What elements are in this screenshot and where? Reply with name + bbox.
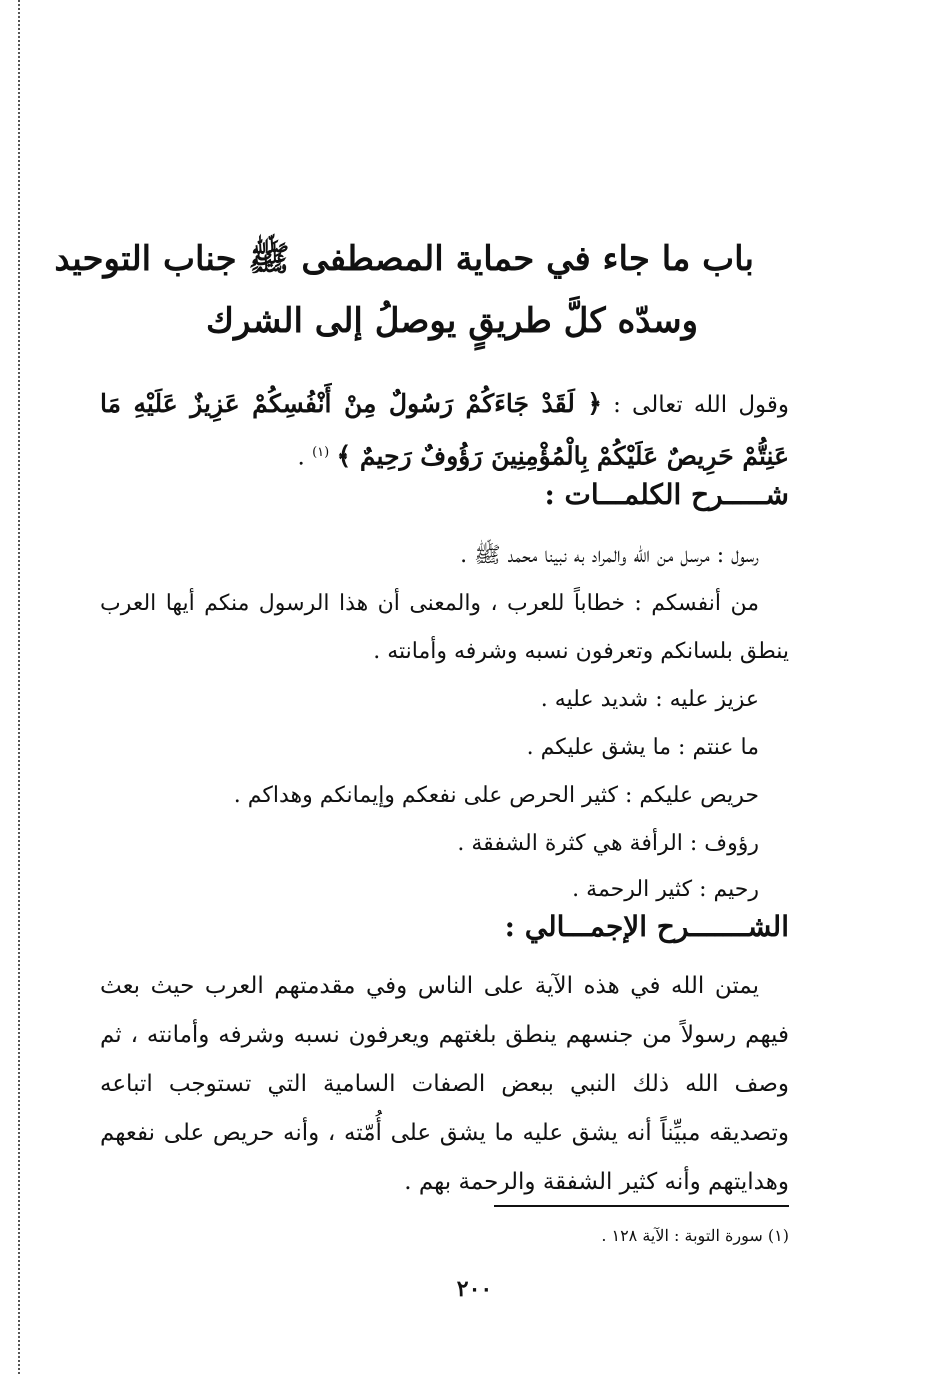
page-number: ٢٠٠ xyxy=(456,1276,493,1302)
verse-intro: وقول الله تعالى : xyxy=(613,392,790,418)
footnote-text: (١) سورة التوبة : الآية ١٢٨ . xyxy=(601,1226,789,1245)
chapter-title-line-2: وسدّه كلَّ طريقٍ يوصلُ إلى الشرك xyxy=(205,301,699,341)
glossary-item-ma-anittum: ما عنتم : ما يشق عليكم . xyxy=(526,735,759,760)
glossary-item-azeez: عزيز عليه : شديد عليه . xyxy=(540,687,759,712)
quran-verse-text: ﴿ لَقَدْ جَاءَكُمْ رَسُولٌ مِنْ أَنْفُسِكُمْ عَزِيزٌ عَلَيْهِ مَا عَنِتُّمْ حَرِيصٌ عَلَيْكُمْ بِالْمُؤْمِنِينَ رَؤُوفٌ رَحِيمٌ ﴾ xyxy=(100,389,789,471)
glossary-item-min-anfusikum: من أنفسكم : خطاباً للعرب ، والمعنى أن هذا الرسول منكم أيها العرب ينطق بلسانكم وتعرفون نسبه وشرفه وأمانته . xyxy=(100,591,789,664)
verse-end-period: . xyxy=(297,444,313,471)
glossary-item-hareesun: حريص عليكم : كثير الحرص على نفعكم وإيمانكم وهداكم . xyxy=(233,783,759,808)
glossary-item-rasool: رسول : مرسل من الله والمراد به نبينا محمد ﷺ . xyxy=(460,543,759,568)
footnote-marker: (١) xyxy=(312,445,330,460)
summary-paragraph: يمتن الله في هذه الآية على الناس وفي مقدمتهم العرب حيث بعث فيهم رسولاً من جنسهم ينطق بلغتهم ويعرفون نسبه وشرفه وأمانته ، ثم وصف الله ذلك النبي ببعض الصفات السامية التي تستوجب اتباعه وتصديقه مبيِّناً أنه يشق عليه ما يشق على أُمّته ، وأنه حريص على نفعهم وهدايتهم وأنه كثير الشفقة والرحمة بهم . xyxy=(100,973,789,1195)
glossary-item-raoof: رؤوف : الرأفة هي كثرة الشفقة . xyxy=(457,831,759,856)
word-explanation-heading: شـــــرح الكلمـــات : xyxy=(544,478,789,511)
scan-edge-divider xyxy=(18,0,20,1374)
summary-heading: الشـــــــرح الإجمـــالي : xyxy=(504,910,789,943)
chapter-title-line-1: باب ما جاء في حماية المصطفى ﷺ جناب التوحيد xyxy=(54,239,754,279)
chapter-title xyxy=(54,228,754,352)
quran-verse-paragraph xyxy=(100,380,789,482)
footnote-separator xyxy=(494,1205,789,1207)
glossary-item-raheem: رحيم : كثير الرحمة . xyxy=(572,877,759,902)
